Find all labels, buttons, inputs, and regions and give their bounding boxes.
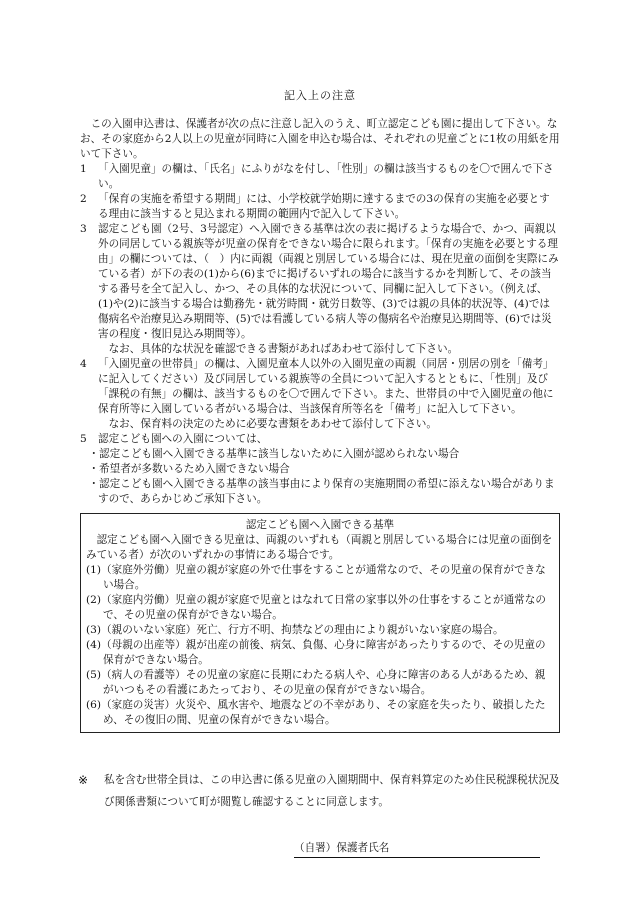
bullet-item: ・希望者が多数いるため入園できない場合 bbox=[88, 463, 290, 475]
note-item-3 bbox=[80, 222, 560, 342]
item-text: 「保育の実施を希望する期間」には、小学校就学始期に達するまでの3の保育の実施を必要とする理由に該当すると見込まれる期間の範囲内で記入して下さい。 bbox=[98, 193, 550, 220]
item-text: 認定こども園（2号、3号認定）へ入園できる基準は次の表に掲げるような場合で、かつ、両親以外の同居している親族等が児童の保育をできない場合に限られます。「保育の実施を必要とする理由」の欄については、（ ）内に両親（両親と別居している場合には、現在児童の面倒を実際にみている者）が下の表の(1)から(6)までに掲げるいずれの場合に該当するかを判断して、その該当する番号を全て記入し、かつ、その具体的な状況について、同欄に記入して下さい。（例えば、(1)や(2)に該当する場合は勤務先・就労時間・就労日数等、(3)では親の具体的状況等、(4)では傷病名や治療見込み期間等、(5)では看護している病人等の傷病名や治療見込期間等、(6)では災害の程度・復旧見込み期間等）。 bbox=[98, 223, 559, 340]
criteria-item: (1)（家庭外労働）児童の親が家庭の外で仕事をすることが通常なので、その児童の保育ができない場合。 bbox=[86, 564, 546, 591]
criteria-item: (6)（家庭の災害）火災や、風水害や、地震などの不幸があり、その家庭を失ったり、破損したため、その復旧の間、児童の保育ができない場合。 bbox=[86, 699, 546, 726]
reference-mark: ※ bbox=[78, 773, 89, 787]
item-number: 2 bbox=[80, 193, 87, 205]
consent-text: 私を含む世帯全員は、この申込書に係る児童の入園期間中、保育料算定のため住民税課税状況及び関係書類について町が閲覧し確認することに同意します。 bbox=[104, 774, 560, 808]
criteria-item: (5)（病人の看護等）その児童の家庭に長期にわたる病人や、心身に障害のある人があるため、親がいつもその看護にあたっており、その児童の保育ができない場合。 bbox=[86, 669, 546, 696]
criteria-title: 認定こども園へ入園できる基準 bbox=[245, 519, 395, 531]
criteria-intro: 認定こども園へ入園できる児童は、両親のいずれも（両親と別居している場合には児童の面倒をみている者）が次のいずれかの事情にある場合です。 bbox=[86, 534, 553, 561]
item-number: 1 bbox=[80, 163, 87, 175]
bullet-item: ・認定こども園へ入園できる基準に該当しないために入園が認められない場合 bbox=[88, 448, 460, 460]
page-title: 記入上の注意 bbox=[284, 89, 356, 102]
item-text: 「入園児童の世帯員」の欄は、入園児童本人以外の入園児童の両親（同居・別居の別を「備考」に記入してください）及び同居している親族等の全員について記入するとともに、「性別」及び「課税の有無」の欄は、該当するものを〇で囲んで下さい。また、世帯員の中で入園児童の他に保育所等に入園している者がいる場合は、当該保育所等名を「備考」に記入して下さい。 bbox=[98, 358, 554, 415]
item-3-note: なお、具体的な状況を確認できる書類があればあわせて添付して下さい。 bbox=[108, 343, 459, 355]
note-item-4 bbox=[80, 357, 560, 417]
criteria-item: (3)（親のいない家庭）死亡、行方不明、拘禁などの理由により親がいない家庭の場合。 bbox=[86, 624, 504, 636]
note-item-5 bbox=[80, 432, 560, 447]
note-item-2 bbox=[80, 192, 560, 222]
item-4-note: なお、保育料の決定のために必要な書類をあわせて添付して下さい。 bbox=[108, 418, 437, 430]
signature-label: （自署）保護者氏名 bbox=[294, 842, 390, 854]
note-item-1 bbox=[80, 162, 560, 192]
item-number: 5 bbox=[80, 433, 87, 445]
intro-paragraph: この入園申込書は、保護者が次の点に注意し記入のうえ、町立認定こども園に提出して下さい。なお、その家庭から2人以上の児童が同時に入園を申込む場合は、それぞれの児童ごとに1枚の用紙を用いて下さい。 bbox=[80, 118, 560, 160]
criteria-item: (4)（母親の出産等）親が出産の前後、病気、負傷、心身に障害があったりするので、その児童の保育ができない場合。 bbox=[86, 639, 546, 666]
criteria-item: (2)（家庭内労働）児童の親が家庭で児童とはなれて日常の家事以外の仕事をすることが通常なので、その児童の保育ができない場合。 bbox=[86, 594, 546, 621]
consent-statement bbox=[78, 769, 560, 813]
guardian-signature-field[interactable] bbox=[294, 841, 540, 858]
criteria-box bbox=[80, 513, 560, 733]
item-number: 4 bbox=[80, 358, 87, 370]
item-text: 「入園児童」の欄は、「氏名」にふりがなを付し、「性別」の欄は該当するものを〇で囲んで下さい。 bbox=[98, 163, 554, 190]
bullet-item: ・認定こども園へ入園できる基準の該当事由により保育の実施期間の希望に添えない場合がありますので、あらかじめご承知下さい。 bbox=[88, 478, 555, 505]
item-number: 3 bbox=[80, 223, 87, 235]
item-text: 認定こども園への入園については、 bbox=[98, 433, 268, 445]
